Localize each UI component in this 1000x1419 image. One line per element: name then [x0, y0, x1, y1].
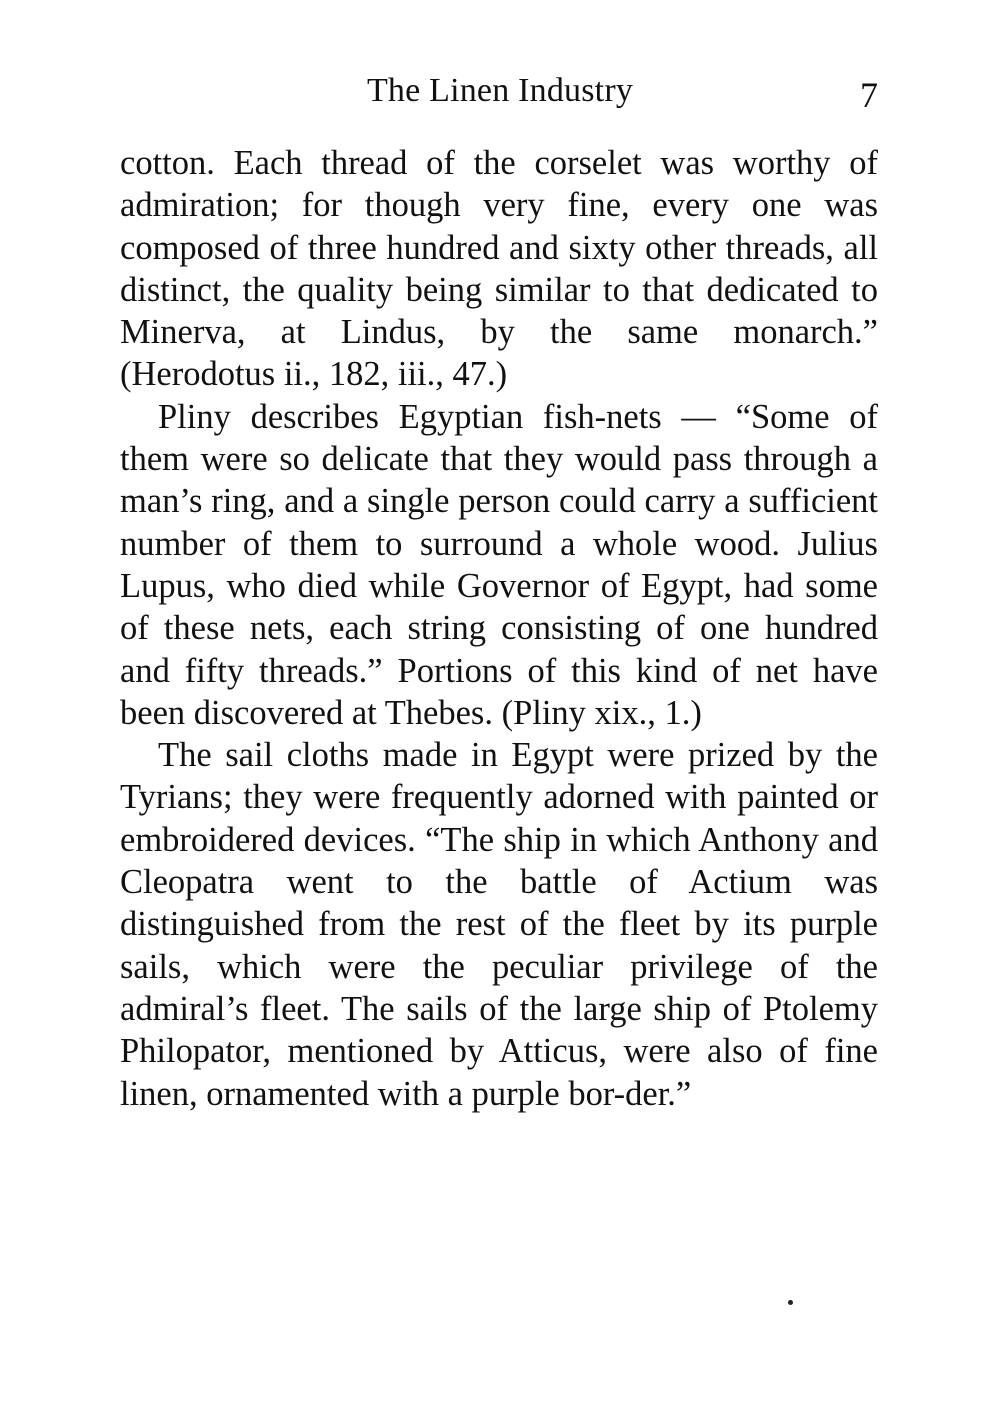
- running-title: The Linen Industry: [366, 72, 634, 109]
- print-speck: [788, 1300, 793, 1305]
- page-number: 7: [860, 75, 878, 115]
- paragraph-sail-cloths: The sail cloths made in Egypt were prized by the Tyrians; they were frequently adorned with painted or embroidered devices. “The ship in which Anthony and Cleopatra went to the battle of Actium was distinguished from the rest of the fleet by its purple sails, which were the peculiar privilege of the admiral’s fleet. The sails of the large ship of Ptolemy Philopator, mentioned by Atticus, were also of fine linen, ornamented with a purple bor-der.”: [120, 736, 878, 1113]
- paragraph-pliny-fish-nets: Pliny describes Egyptian fish-nets — “Some of them were so delicate that they would pass through a man’s ring, and a single person could carry a sufficient number of them to surround a whole wood. Julius Lupus, who died while Governor of Egypt, had some of these nets, each string consisting of one hundred and fifty threads.” Portions of this kind of net have been discovered at Thebes. (Pliny xix., 1.): [120, 397, 878, 732]
- body-text: [120, 142, 878, 1115]
- running-header: [0, 66, 1000, 116]
- paragraph-continuation: cotton. Each thread of the corselet was worthy of admiration; for though very fine, every one was composed of three hundred and sixty other threads, all distinct, the quality being similar to that dedicated to Minerva, at Lindus, by the same monarch.” (Herodotus ii., 182, iii., 47.): [120, 144, 878, 394]
